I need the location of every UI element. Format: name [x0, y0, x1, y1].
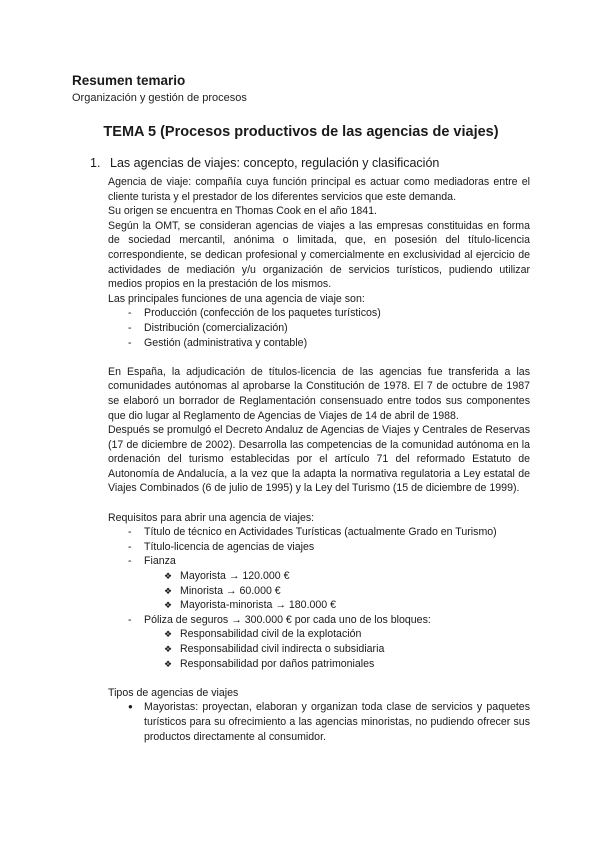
omt-paragraph: Según la OMT, se consideran agencias de viajes a las empresas constituidas en forma de sociedad mercantil, anónima o limitada, que, en posesión del título-licencia correspondiente, se dedican profesional y comercialmente en exclusividad al ejercicio de actividades de mediación y/u organización de servicios turísticos, pudiendo utilizar medios propios en la prestación de los mismos. [108, 219, 530, 291]
section-number: 1. [90, 156, 101, 170]
list-item: - Distribución (comercialización) [108, 321, 530, 336]
list-item: ❖ Mayorista-minorista → 180.000 € [108, 598, 530, 613]
section-heading [90, 155, 530, 171]
origin-paragraph: Su origen se encuentra en Thomas Cook en el año 1841. [108, 205, 377, 218]
list-item: ❖ Responsabilidad civil de la explotación [108, 627, 530, 642]
andalucia-paragraph: Después se promulgó el Decreto Andaluz de Agencias de Viajes y Centrales de Reservas (17 de diciembre de 2002). Desarrolla las competencias de la comunidad autónoma en la ordenación del turismo establecidas por el artículo 71 del reformado Estatuto de Autonomía de Andalucía, a la vez que la adapta la normativa regulatoria a Ley estatal de Viajes Combinados (6 de julio de 1995) y la Ley del Turismo (15 de diciembre de 1999). [108, 424, 530, 495]
section-heading-text: Las agencias de viajes: concepto, regulación y clasificación [110, 156, 440, 170]
definition-paragraph: Agencia de viaje: compañía cuya función principal es actuar como mediadoras entre el cliente turista y el prestador de los diferentes servicios que este demanda. [108, 176, 530, 203]
requirements-list [108, 525, 530, 569]
list-item: - Gestión (administrativa y contable) [108, 336, 530, 351]
types-list [108, 700, 530, 744]
list-item: - Producción (confección de los paquetes turísticos) [108, 306, 530, 321]
document-title: Resumen temario [72, 73, 186, 88]
list-item: - Fianza [108, 554, 530, 569]
document-subtitle: Organización y gestión de procesos [72, 92, 247, 104]
poliza-list [108, 627, 530, 671]
list-item: ● Mayoristas: proyectan, elaboran y organizan toda clase de servicios y paquetes turísticos para su ofrecimiento a las agencias minoristas, no pudiendo ofrecer sus productos directamente al consumidor. [108, 700, 530, 744]
functions-intro: Las principales funciones de una agencia de viaje son: [108, 292, 365, 305]
requirements-intro: Requisitos para abrir una agencia de viajes: [108, 511, 315, 524]
list-item: - Título de técnico en Actividades Turísticas (actualmente Grado en Turismo) [108, 525, 530, 540]
list-item: ❖ Responsabilidad civil indirecta o subsidiaria [108, 642, 530, 657]
poliza-item-list [108, 613, 530, 628]
list-item: ❖ Minorista → 60.000 € [108, 584, 530, 599]
functions-list [108, 306, 530, 350]
list-item: ❖ Responsabilidad por daños patrimoniales [108, 657, 530, 672]
list-item: ❖ Mayorista → 120.000 € [108, 569, 530, 584]
fianza-list [108, 569, 530, 613]
list-item: - Póliza de seguros → 300.000 € por cada uno de los bloques: [108, 613, 530, 628]
section-body [108, 175, 530, 744]
list-item: - Título-licencia de agencias de viajes [108, 540, 530, 555]
spain-paragraph: En España, la adjudicación de títulos-licencia de las agencias fue transferida a las comunidades autónomas al aprobarse la Constitución de 1978. El 7 de octubre de 1987 se elaboró un borrador de Reglamentación consensuado entre todos sus componentes que dio lugar al Reglamento de Agencias de Viajes de 14 de abril de 1988. [108, 365, 530, 422]
types-intro: Tipos de agencias de viajes [108, 686, 239, 699]
tema-title: TEMA 5 (Procesos productivos de las agencias de viajes) [103, 124, 499, 140]
